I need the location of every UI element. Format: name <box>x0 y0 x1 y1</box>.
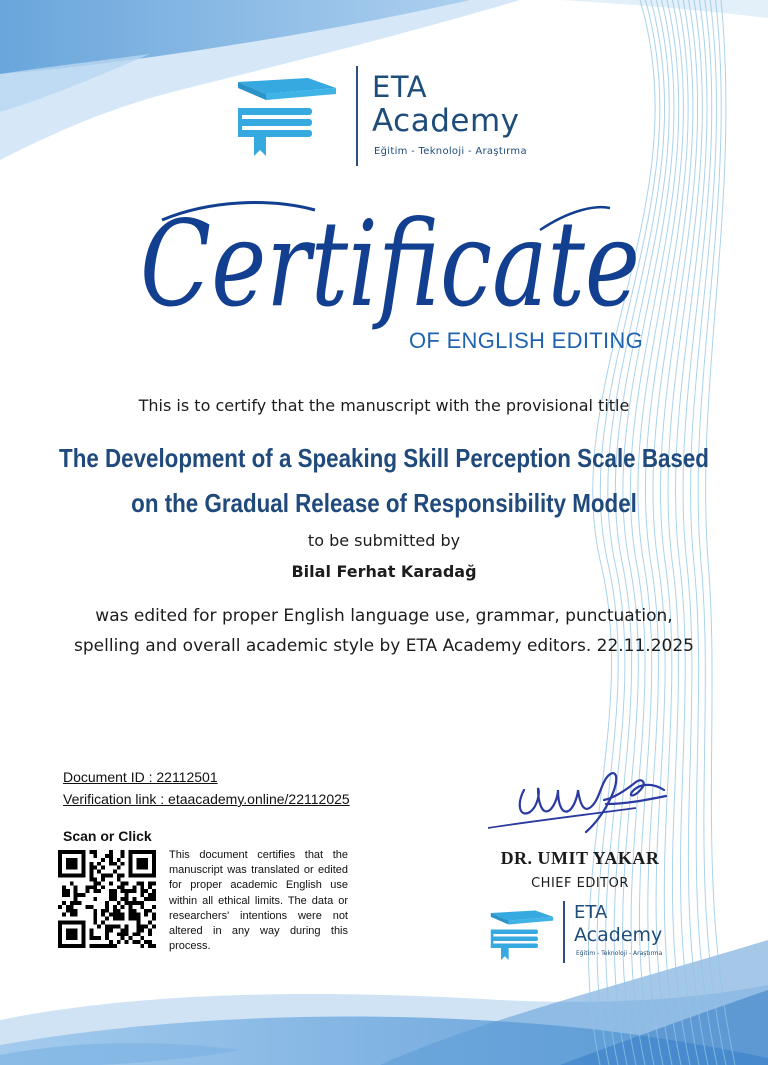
qr-code-icon[interactable] <box>58 850 156 948</box>
logo-small-divider <box>563 901 565 963</box>
qr-note-text: This document certifies that the manuscript was translated or edited for proper academic English use within all ethical limits. The data or researchers' intentions were not altered in any way during this process. <box>169 849 348 953</box>
eta-book-logo-icon <box>232 70 342 160</box>
manuscript-title-line-1: The Development of a Speaking Skill Perception Scale Based <box>59 443 709 473</box>
edited-statement-line-2: spelling and overall academic style by ETA Academy editors. 22.11.2025 <box>74 636 694 656</box>
certificate-subtitle: OF ENGLISH EDITING <box>409 328 643 353</box>
logo-small-name-eta: ETA <box>574 902 608 923</box>
logo-small-tagline: Eğitim - Teknoloji - Araştırma <box>576 950 663 957</box>
author-name: Bilal Ferhat Karadağ <box>291 562 477 581</box>
editor-role: CHIEF EDITOR <box>531 876 629 891</box>
verification-link[interactable]: Verification link : etaacademy.online/22112025 <box>63 791 350 807</box>
editor-name: DR. UMIT YAKAR <box>500 848 660 868</box>
submitted-by-text: to be submitted by <box>307 531 461 550</box>
scan-or-click-label: Scan or Click <box>63 828 152 844</box>
intro-text: This is to certify that the manuscript with the provisional title <box>138 396 630 415</box>
eta-book-logo-small-icon <box>487 905 557 963</box>
logo-tagline: Eğitim - Teknoloji - Araştırma <box>374 146 527 157</box>
certificate-title-text: Certificate <box>140 195 640 333</box>
manuscript-title-line-2: on the Gradual Release of Responsibility Model <box>131 488 637 518</box>
logo-divider <box>356 66 358 166</box>
editor-signature <box>486 760 676 840</box>
document-id: Document ID : 22112501 <box>63 769 218 785</box>
logo-name-academy: Academy <box>372 103 520 139</box>
edited-statement-line-1: was edited for proper English language use, grammar, punctuation, <box>95 606 673 626</box>
logo-name-eta: ETA <box>372 70 428 104</box>
logo-small-name-academy: Academy <box>574 924 663 946</box>
